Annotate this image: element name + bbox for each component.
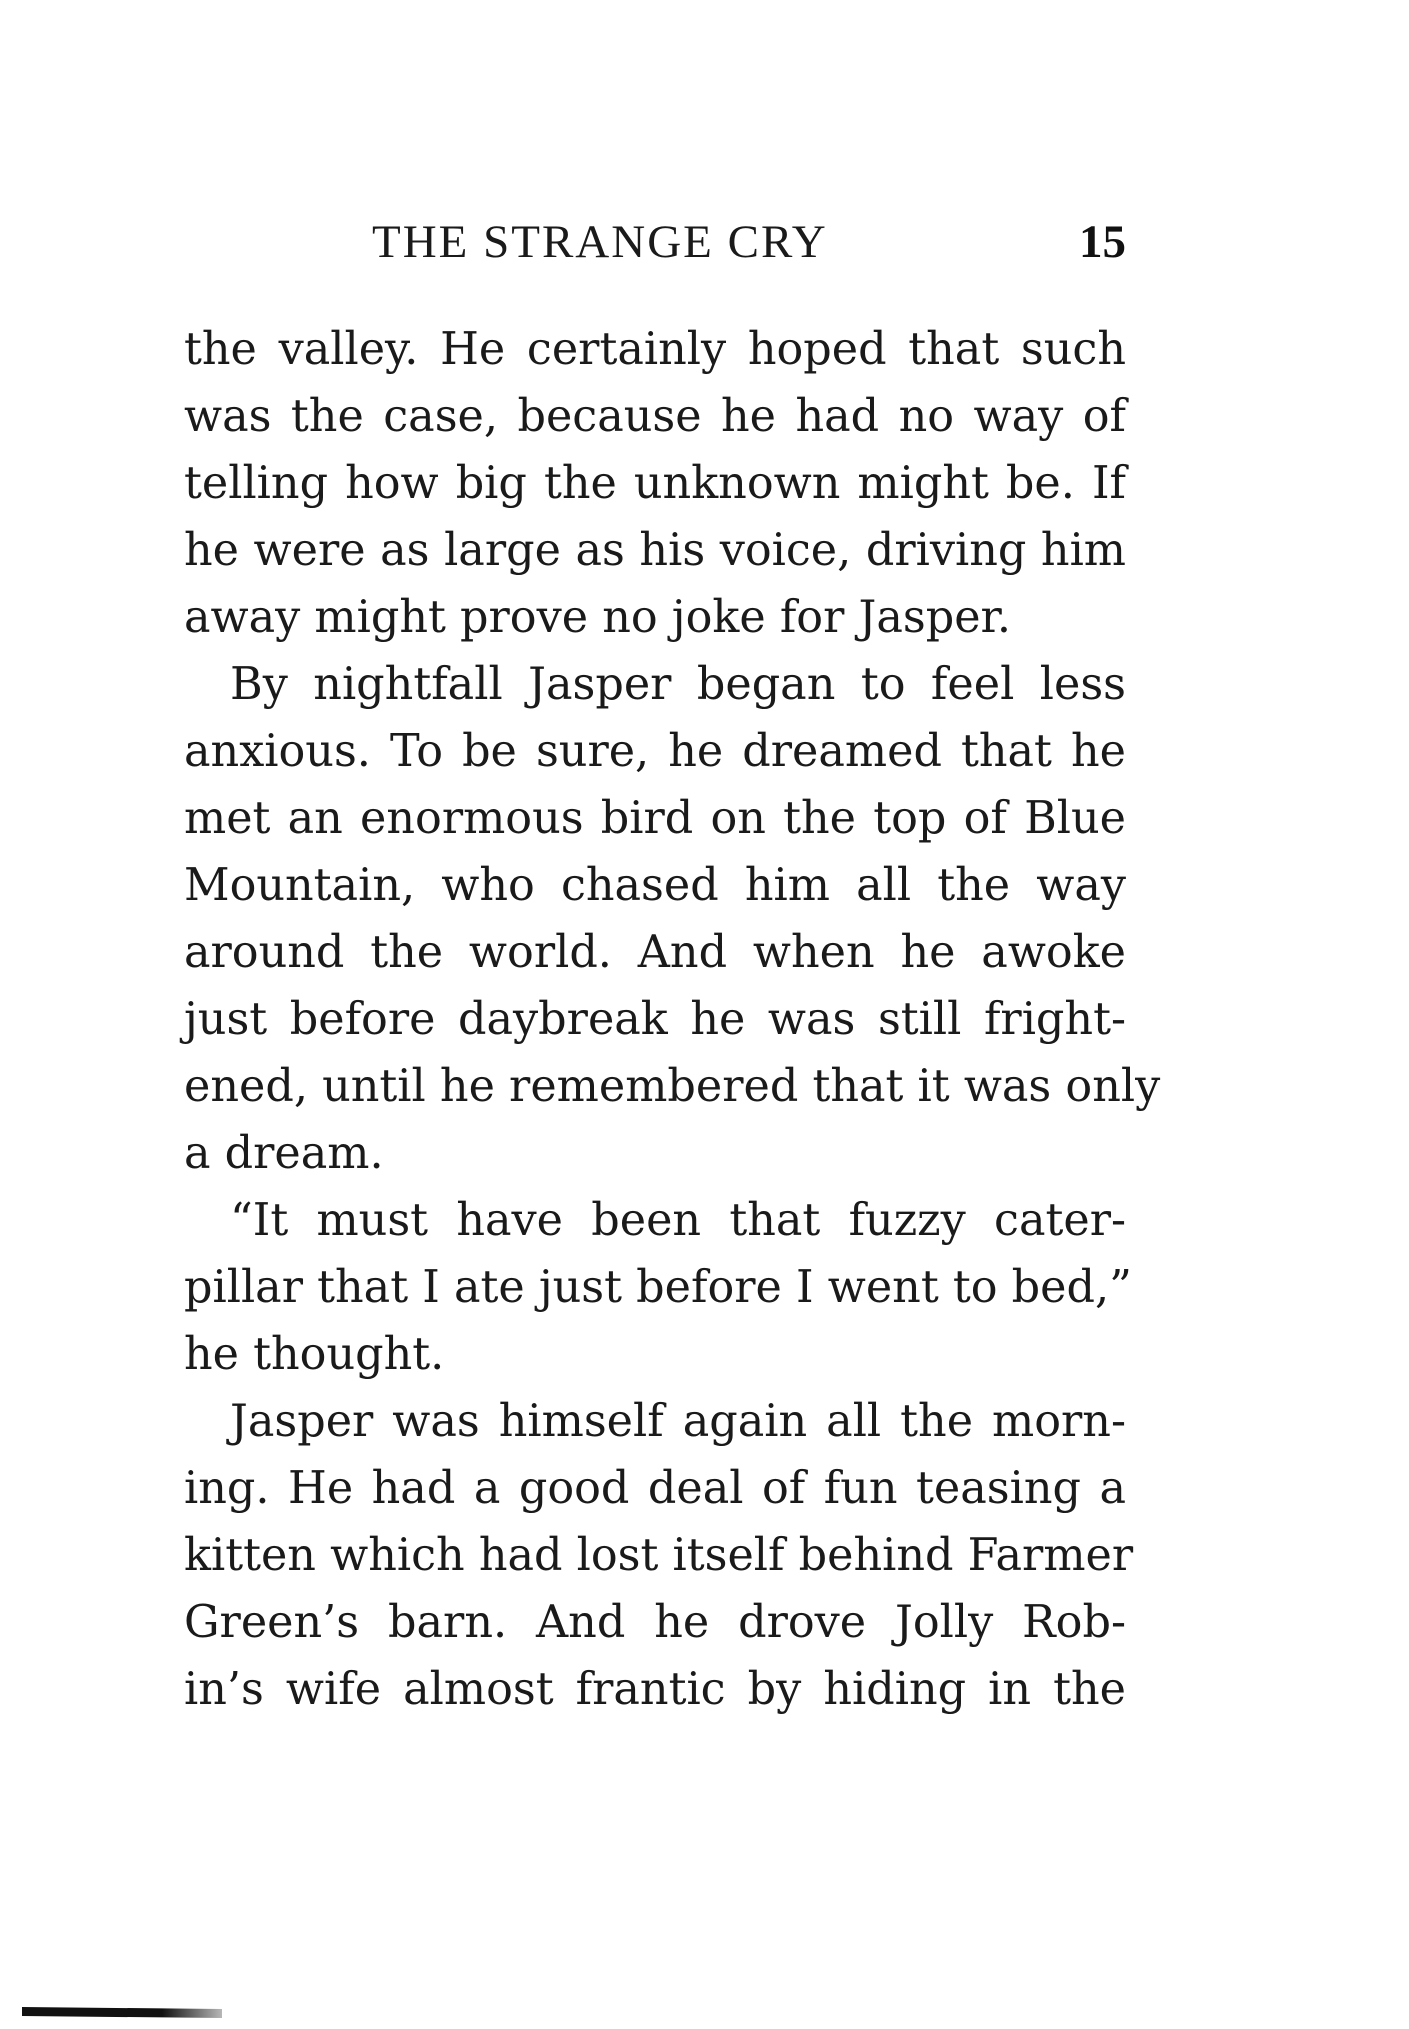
text-line: a dream. [184, 1128, 384, 1179]
text-line: he were as large as his voice, driving him [184, 525, 1126, 576]
text-line: around the world. And when he awoke [184, 927, 1126, 978]
paragraph [184, 651, 1161, 1187]
text-line: “It must have been that fuzzy cater- [230, 1195, 1126, 1246]
text-line: just before daybreak he was still fright- [184, 994, 1126, 1045]
running-head [184, 215, 1126, 275]
text-line: he thought. [184, 1329, 445, 1380]
text-line: met an enormous bird on the top of Blue [184, 793, 1126, 844]
paragraph [184, 1187, 1132, 1388]
text-line: kitten which had lost itself behind Farmer [184, 1530, 1134, 1581]
page-number: 15 [1079, 216, 1126, 268]
text-line: telling how big the unknown might be. If [184, 458, 1126, 509]
body-text [184, 316, 1161, 1723]
chapter-title: THE STRANGE CRY [372, 216, 828, 268]
scan-edge-mark [22, 2007, 222, 2018]
text-line: away might prove no joke for Jasper. [184, 592, 1012, 643]
paragraph [184, 1388, 1134, 1723]
text-line: ing. He had a good deal of fun teasing a [184, 1463, 1126, 1514]
text-line: Green’s barn. And he drove Jolly Rob- [184, 1597, 1126, 1648]
text-line: Mountain, who chased him all the way [184, 860, 1126, 911]
text-line: By nightfall Jasper began to feel less [230, 659, 1126, 710]
text-line: anxious. To be sure, he dreamed that he [184, 726, 1126, 777]
text-line: pillar that I ate just before I went to bed,” [184, 1262, 1132, 1313]
text-line: was the case, because he had no way of [184, 391, 1126, 442]
text-line: in’s wife almost frantic by hiding in the [184, 1664, 1126, 1715]
text-line: ened, until he remembered that it was only [184, 1061, 1161, 1112]
text-line: the valley. He certainly hoped that such [184, 324, 1126, 375]
text-line: Jasper was himself again all the morn- [230, 1396, 1126, 1447]
paragraph [184, 316, 1126, 651]
